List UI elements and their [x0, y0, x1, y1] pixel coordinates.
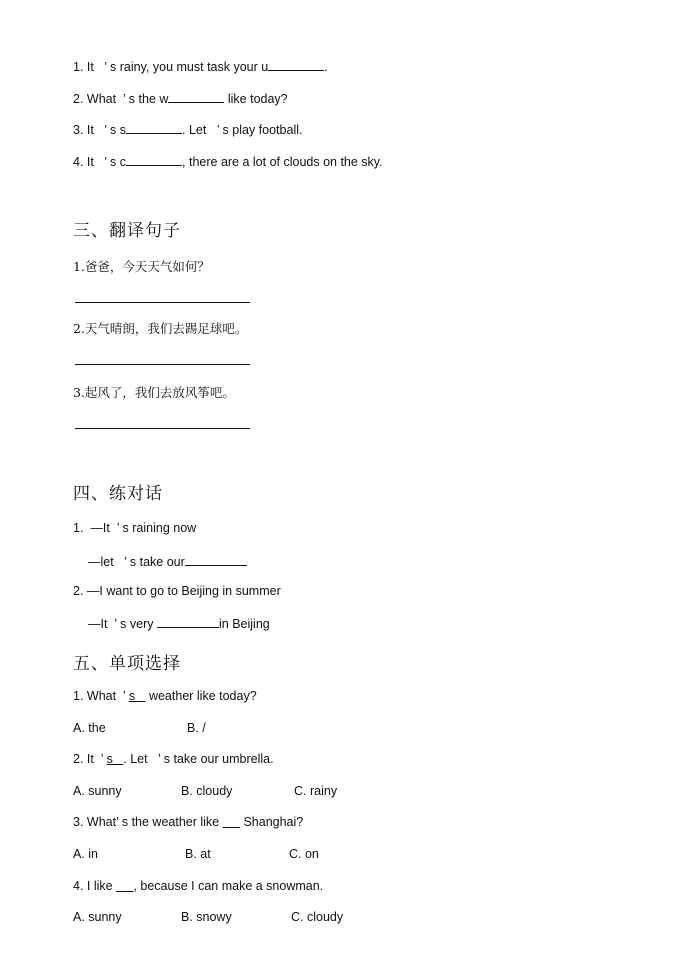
- answer-line[interactable]: [75, 428, 250, 429]
- question-text: weather like today?: [145, 689, 257, 703]
- item-text: 4. It ’ s c: [73, 155, 127, 169]
- item-text: .: [324, 60, 328, 74]
- option-c[interactable]: C. on: [289, 847, 319, 861]
- option-c[interactable]: C. rainy: [294, 784, 338, 798]
- question-text: 4. I like: [73, 879, 117, 893]
- option-a[interactable]: A. the: [73, 721, 106, 735]
- answer-blank[interactable]: [126, 121, 182, 134]
- section-heading: 三、翻译句子: [73, 221, 181, 241]
- fill-in-item-3: [73, 121, 302, 137]
- answer-blank[interactable]: [185, 553, 247, 566]
- answer-blank[interactable]: [157, 615, 219, 628]
- translate-item-1: 1.爸爸，今天天气如何？: [73, 259, 210, 274]
- option-b[interactable]: B. at: [185, 847, 211, 861]
- question-text: 1. What ’: [73, 689, 129, 703]
- answer-blank[interactable]: [268, 58, 324, 71]
- answer-blank[interactable]: [223, 815, 240, 829]
- underlined-answer[interactable]: s: [106, 752, 124, 766]
- question-3: [73, 815, 303, 829]
- fill-in-item-2: [73, 90, 288, 106]
- section-heading: 五、单项选择: [73, 654, 181, 674]
- option-b[interactable]: B. snowy: [181, 910, 232, 924]
- item-text: . Let ’ s play football.: [182, 123, 303, 137]
- answer-blank[interactable]: [168, 90, 224, 103]
- dialog-line-3: 2. —I want to go to Beijing in summer: [73, 584, 281, 598]
- question-text: 3. What’ s the weather like: [73, 815, 223, 829]
- option-b[interactable]: B. /: [187, 721, 206, 735]
- answer-blank[interactable]: [126, 153, 182, 166]
- item-text: , there are a lot of clouds on the sky.: [182, 155, 383, 169]
- translate-item-3: 3.起风了，我们去放风筝吧。: [73, 385, 235, 400]
- item-text: 2. What ’ s the w: [73, 92, 169, 106]
- option-b[interactable]: B. cloudy: [181, 784, 233, 798]
- dialog-text: in Beijing: [219, 617, 270, 631]
- question-text: . Let ’ s take our umbrella.: [123, 752, 274, 766]
- dialog-line-4: [88, 615, 270, 631]
- question-text: , because I can make a snowman.: [133, 879, 324, 893]
- option-a[interactable]: A. in: [73, 847, 99, 861]
- translate-item-2: 2.天气晴朗，我们去踢足球吧。: [73, 321, 248, 336]
- item-text: like today?: [224, 92, 288, 106]
- option-c[interactable]: C. cloudy: [291, 910, 344, 924]
- option-a[interactable]: A. sunny: [73, 784, 122, 798]
- fill-in-item-1: [73, 58, 328, 74]
- answer-line[interactable]: [75, 302, 250, 303]
- question-text: Shanghai?: [239, 815, 304, 829]
- dialog-line-2: [88, 553, 247, 569]
- question-4: [73, 879, 323, 893]
- fill-in-item-4: [73, 153, 383, 169]
- item-text: 3. It ’ s s: [73, 123, 127, 137]
- dialog-line-1: 1. —It ’ s raining now: [73, 521, 197, 535]
- question-1: [73, 689, 257, 703]
- underlined-answer[interactable]: s: [128, 689, 146, 703]
- option-a[interactable]: A. sunny: [73, 910, 122, 924]
- question-text: 2. It ’: [73, 752, 107, 766]
- question-2: [73, 752, 274, 766]
- dialog-text: —It ’ s very: [88, 617, 157, 631]
- answer-blank[interactable]: [116, 879, 133, 893]
- section-heading: 四、练对话: [73, 484, 163, 504]
- answer-line[interactable]: [75, 364, 250, 365]
- dialog-text: —let ’ s take our: [88, 555, 185, 569]
- item-text: 1. It ’ s rainy, you must task your u: [73, 60, 269, 74]
